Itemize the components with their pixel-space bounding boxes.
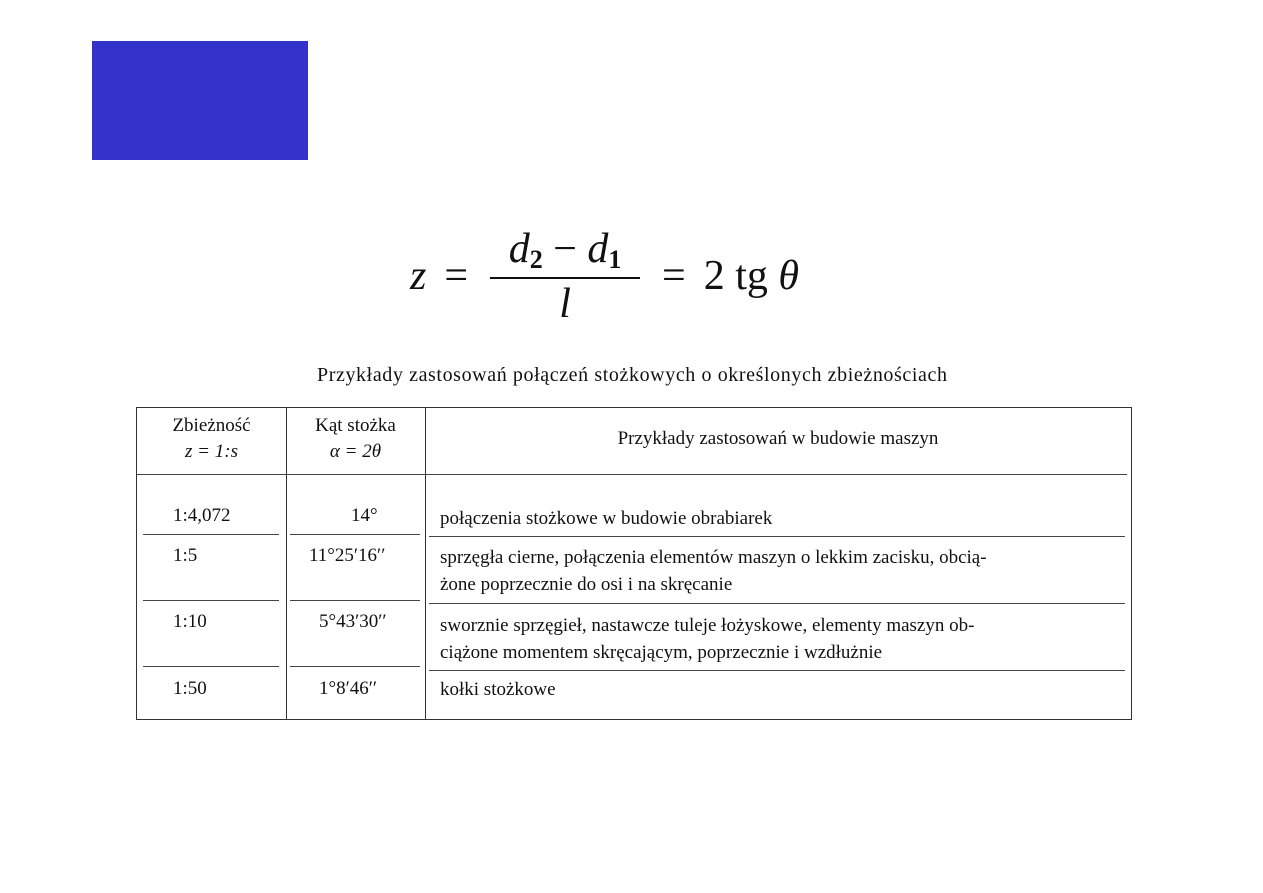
row3-angle: 5°43′30′′ xyxy=(319,611,387,632)
row3-taper: 1:10 xyxy=(173,611,207,632)
row-separator-3c xyxy=(429,670,1125,671)
header-angle-formula: α = 2θ xyxy=(329,441,382,462)
row3-examples xyxy=(440,612,1118,666)
column-divider-2 xyxy=(425,408,426,719)
row2-examples-line1: sprzęgła cierne, połączenia elementów maszyn o lekkim zacisku, obcią- xyxy=(440,547,987,568)
row1-examples xyxy=(440,505,772,532)
row2-examples-line2: żone poprzecznie do osi i na skręcanie xyxy=(440,574,733,595)
row-separator-3a xyxy=(143,666,279,667)
row-separator-1b xyxy=(290,534,420,535)
taper-formula xyxy=(410,226,799,326)
row-separator-2b xyxy=(290,600,420,601)
header-taper-title: Zbieżność xyxy=(172,415,251,436)
row1-angle: 14° xyxy=(351,505,378,526)
row3-examples-line2: ciążone momentem skręcającym, poprzecznie i wzdłużnie xyxy=(440,642,883,663)
row1-taper: 1:4,072 xyxy=(173,505,231,526)
row4-examples-line1: kołki stożkowe xyxy=(440,679,556,700)
row4-angle: 1°8′46′′ xyxy=(319,678,378,699)
row-separator-1c xyxy=(429,536,1125,537)
row2-taper: 1:5 xyxy=(173,545,198,566)
row4-taper: 1:50 xyxy=(173,678,207,699)
formula-rhs-theta: θ xyxy=(778,253,800,299)
formula-denominator: l xyxy=(559,280,571,327)
row-separator-2c xyxy=(429,603,1125,604)
numerator-d1-subscript: 1 xyxy=(608,244,622,274)
taper-table xyxy=(136,407,1132,720)
formula-rhs-coeff: 2 tg xyxy=(703,253,768,299)
header-angle-title: Kąt stożka xyxy=(315,415,396,436)
formula-fraction xyxy=(490,225,640,327)
row2-angle: 11°25′16′′ xyxy=(309,545,386,566)
header-examples: Przykłady zastosowań w budowie maszyn xyxy=(617,428,939,449)
numerator-d2-subscript: 2 xyxy=(529,244,543,274)
table-caption: Przykłady zastosowań połączeń stożkowych o określonych zbieżnościach xyxy=(317,364,948,386)
row-separator-2a xyxy=(143,600,279,601)
formula-rhs xyxy=(704,252,799,300)
header-angle xyxy=(286,413,425,465)
numerator-minus: − xyxy=(553,225,577,272)
numerator-d2: d xyxy=(508,225,530,272)
header-taper xyxy=(137,413,286,465)
header-separator xyxy=(137,474,1127,475)
formula-lhs: z xyxy=(410,253,427,299)
formula-equals-2: = xyxy=(662,253,686,299)
blue-header-block xyxy=(92,41,308,160)
row2-examples xyxy=(440,544,1118,598)
row-separator-3b xyxy=(290,666,420,667)
row3-examples-line1: sworznie sprzęgieł, nastawcze tuleje łożyskowe, elementy maszyn ob- xyxy=(440,615,975,636)
numerator-d1: d xyxy=(587,225,609,272)
formula-equals-1: = xyxy=(444,253,469,299)
row1-examples-line1: połączenia stożkowe w budowie obrabiarek xyxy=(440,508,773,529)
row-separator-1a xyxy=(143,534,279,535)
header-taper-formula: z = 1:s xyxy=(185,441,238,462)
formula-numerator xyxy=(505,225,626,277)
row4-examples xyxy=(440,676,556,703)
